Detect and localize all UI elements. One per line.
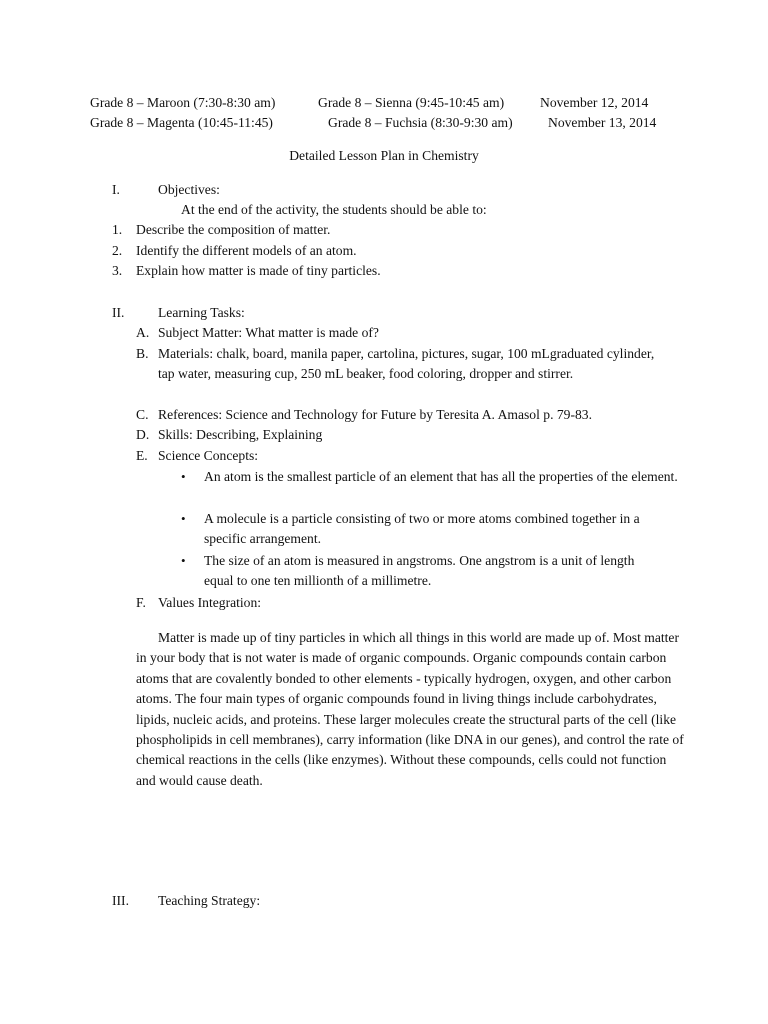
list-letter: F. (136, 595, 146, 610)
concept-item: A molecule is a particle consisting of two or more atoms combined together in a specific arrangement. (204, 511, 640, 547)
list-letter: B. (136, 346, 149, 361)
bullet-icon: • (181, 469, 186, 484)
list-number: 1. (112, 222, 123, 237)
schedule-class: Grade 8 – Maroon (7:30-8:30 am) (90, 95, 276, 110)
task-item: Science Concepts: (158, 448, 259, 463)
schedule-date: November 12, 2014 (540, 95, 649, 110)
schedule-row (90, 113, 690, 133)
section-numeral: I. (112, 182, 120, 197)
task-item: Skills: Describing, Explaining (158, 427, 323, 442)
concept-item: The size of an atom is measured in angstroms. One angstrom is a unit of length equal to one ten millionth of a millimetre. (204, 553, 635, 589)
list-number: 3. (112, 263, 123, 278)
section-heading: Objectives: (158, 182, 220, 197)
concept-item: An atom is the smallest particle of an element that has all the properties of the element. (204, 469, 678, 484)
schedule-class: Grade 8 – Magenta (10:45-11:45) (90, 115, 273, 130)
task-item: Materials: chalk, board, manila paper, cartolina, pictures, sugar, 100 mLgraduated cylinder, tap water, measuring cup, 250 mL beaker, food coloring, dropper and stirrer. (158, 346, 655, 382)
task-item: Values Integration: (158, 595, 262, 610)
section-heading: Learning Tasks: (158, 305, 245, 320)
section-numeral: II. (112, 305, 125, 320)
task-item: References: Science and Technology for Future by Teresita A. Amasol p. 79-83. (158, 407, 592, 422)
schedule-header (90, 93, 690, 133)
list-number: 2. (112, 243, 123, 258)
task-item: Subject Matter: What matter is made of? (158, 325, 379, 340)
section-heading: Teaching Strategy: (158, 893, 261, 908)
schedule-class: Grade 8 – Sienna (9:45-10:45 am) (318, 95, 505, 110)
schedule-date: November 13, 2014 (548, 115, 657, 130)
objectives-intro: At the end of the activity, the students should be able to: (181, 202, 487, 217)
document-title: Detailed Lesson Plan in Chemistry (289, 148, 479, 163)
schedule-row (90, 93, 690, 113)
bullet-icon: • (181, 511, 186, 526)
objective-item: Describe the composition of matter. (136, 222, 331, 237)
list-letter: C. (136, 407, 149, 422)
list-letter: A. (136, 325, 150, 340)
bullet-icon: • (181, 553, 186, 568)
list-letter: D. (136, 427, 150, 442)
list-letter: E. (136, 448, 148, 463)
objective-item: Identify the different models of an atom. (136, 243, 357, 258)
section-numeral: III. (112, 893, 129, 908)
schedule-class: Grade 8 – Fuchsia (8:30-9:30 am) (328, 115, 513, 130)
values-paragraph: Matter is made up of tiny particles in which all things in this world are made up of. Most matter in your body that is not water is made of organic compounds. Organic compounds contain carbon atoms that are covalently bonded to other elements - typically hydrogen, oxygen, and other carbon atoms. The four main types of organic compounds found in living things include carbohydrates, lipids, nucleic acids, and proteins. These larger molecules create the structural parts of the cell (like phospholipids in cell membranes), carry information (like DNA in our genes), and control the rate of chemical reactions in the cells (like enzymes). Without these compounds, cells could not function and would cause death. (136, 630, 684, 788)
objective-item: Explain how matter is made of tiny particles. (136, 263, 381, 278)
